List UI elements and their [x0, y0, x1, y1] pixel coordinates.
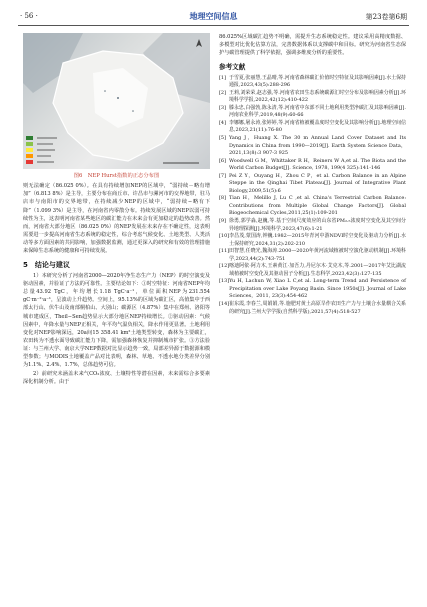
reference-item: [11] 田智慧,任晓光,魏海涛.2000—2020年黄河流域植被时空演化驱动机制[J].环境科学,2023,44(2):743-751 [219, 248, 406, 262]
reference-item: [4] 李娜娜,屠永涛,张婷婷,等.河南省植被覆盖度时空变化及其影响分析[J].地理空间信息,2023,21(11):76-80 [219, 119, 406, 134]
section-title: 5 结论与建议 [23, 260, 70, 269]
reference-item: [2] 王莉,刘荣荣,赵志强,等.河南省农田生态系统碳源汇时空分布及影响因素分析[J].环境科学学报,2022,42(12):410-422 [219, 89, 406, 104]
body-paragraph-continued: 86.025%区域碳汇趋势不明确，需提升生态系统稳定性。建议采用高精度数据、多模型对比优化估算方法，完善数据体系以支撑碳中和目标。研究为河南省生态保护与碳管理提供了科学依据，强调多维度分析的重要性。 [219, 34, 406, 57]
volume-issue: 第23卷第6期 [365, 13, 407, 21]
reference-item: [14] 崔东霞,李春兰,周娟娟,等.施肥对黄土高原旱作农田生产力与土壤合水量耦合关系的研究[J].兰州大学学报(自然科学版),2021,57(4):518-527 [219, 301, 406, 315]
reference-item: [10] 李昌茂,蒙国涛,钟巍.1982—2015年青河中游NDVI时空变化及驱动力分析[J].水土保持研究,2024,31(2):202-210 [219, 233, 406, 247]
reference-item: [8] Tian H，Melillo J, Lu C ,et al. China's Terrestrial Carbon Balance: Contributions from Multiple Global Change Factors[J]. Global Biogeochemical Cycles,2011,25(1):109-201 [219, 195, 406, 217]
right-column [219, 33, 406, 316]
journal-name: 地理空间信息 [189, 11, 238, 21]
reference-item: [7] Pei Z Y，Ouyang H，Zhou C P，et al. Carbon Balance in an Alpine Steppe in the Qinghai Tibet Plateau[J]. Journal of Integrative Plant Biology,2009,51(5):6 [219, 172, 406, 194]
reference-item: [6] Woodwell G M，Whittaker R H，Reiners W A,et al. The Biota and the World Carbon Budget[J]. Science, 1978, 199(4 325):141-146 [219, 157, 406, 172]
left-column [23, 33, 210, 386]
reference-item: [1] 于雪夏,张丽慧,王晶晴,等.河南省森林碳汇价值时空特征及其影响因素[J].水土保持通报,2023,43(5):288-296 [219, 74, 406, 89]
reference-item: [9] 徐勇,郭学淼,赵巍,等.基于空间尺度效应的山东省PM₂.₅浓度时空变化及其空间分异地理探测[J].环境科学,2023,47(6):1-21 [219, 218, 406, 232]
body-paragraph: 则无法确定（86.025 0%）。在具有持续增加NEP的区域中，“弱持续－略有增加”（6.813 8%）是主导，主要分布在商丘市、许昌市与漯河市的交界地带，驻马店市与南阳市的交界地带，在持续减少NEP的区域中，“弱持续−略有下降”（1.099 3%）是主导，在河南省内零散分布。持续发展区域的NEP以弱可持续性为主，这表明河南省某些地区的碳汇能力在未来会有更加稳定的趋势改善。然而，河南省大部分地区（86.025 0%）的NEP发展在未来存在不确定性，这表明需要进一步提高河南省生态系统的稳定性，综合考虑气候变化、土地类型、人类活动等多方面因素的共同影响，加强数据监测，通过更深入的研究和有效的管理措施来保障生态系统的健康和可持续发展。 [23, 183, 210, 255]
references-title: 参考文献 [219, 63, 246, 72]
hurst-map-image [23, 33, 210, 169]
page-number: · 56 · [20, 12, 38, 20]
reference-item: [5] Yang J，Huang X. The 30 m Annual Land Cover Dataset and Its Dynamics in China from 1990—2019[J]. Earth System Science Data，2021,13(8):3 907-3 925 [219, 135, 406, 157]
conclusion-paragraph-1: 1）本研究分析了河南省2000—2020年净生态生产力（NEP）的时空演变及驱动因素，并验证了方法的可靠性。主要结论如下：①时空特征：河南省NEP年均总量43.92 TgC，年均增长1.18 TgC·a⁻¹，单位面积NEP为231.554 gC·m⁻²·a⁻¹，呈波动上升趋势。空间上，95.13%的区域为碳汇区，高值集中于西部太行山、伏牛山及南部桐柏山、大别山；碳源区（4.87%）集中在郑州、洛阳等城市建成区，Theil−Sen趋势显示大部分地区NEP持续增长。②驱动因素：气候因素中，年降水量与NEP正相关，年平均气温负相关，降水作用更显著。土地利用变化对NEP影响深远，20a间15 358.41 km²土地类型转变，森林为主要碳汇，农田转为不透水面导致碳汇能力下降，需加强森林恢复并抑制城市扩张。③方法验证：与兰州大学、南京大学NEP数据对比显示趋势一致，局部差异源于数据源和模型参数；与MODIS土地覆盖产品对比表明，森林、草地、不透水地分类差异分别为1.1%、2.4%、1.7%，总体趋势可信。 [23, 272, 210, 369]
reference-list [219, 75, 406, 317]
figure-map [23, 33, 210, 169]
reference-item: [12] 喀迪阿依·阿力木,王素黄江·加吾力,丹尼尔木·艾克木,等.2001—2017年艾比湖流域植被时空变化及其驱动因子分析[J].生态科学,2023,42(3):127-135 [219, 263, 406, 277]
page-header [18, 10, 409, 24]
reference-item: [13] Yu H, Lachun W, Xiao L C,et al. Long-term Trend and Persistence of Precipitation over Lake Poyang Basin. Since 1950s[J]. Journal of Lake Sciences，2011, 23(3):454-462 [219, 278, 406, 300]
reference-item: [3] 滕永忠,白强勃,陈永清,等.河南省中东部不同土地利用类型净碳汇及其影响因素[J].河南农业科学,2019,48(9):60-66 [219, 104, 406, 119]
header-rule [18, 25, 409, 26]
figure-caption: 图6 NEP Hurst指数的正态分布图 [73, 173, 160, 179]
conclusion-paragraph-2: 2）前研究未涵盖未来气CO₂浓度、土壤特性等潜在因素，未来需综合多要素深化机制分析。由于 [23, 370, 210, 385]
